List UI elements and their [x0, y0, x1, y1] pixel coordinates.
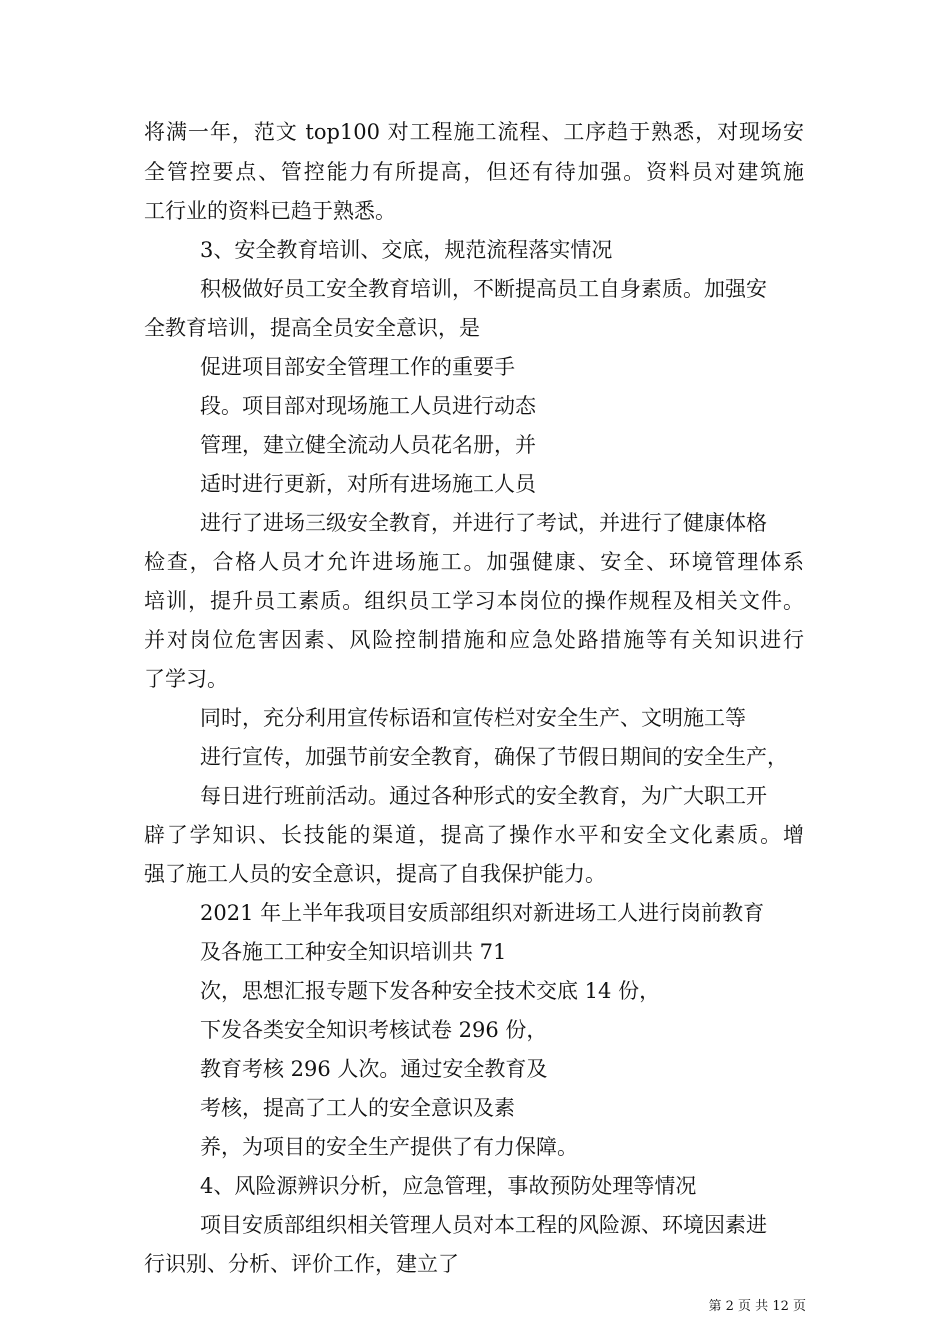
- body-line-27: 养，为项目的安全生产提供了有力保障。: [200, 1135, 578, 1159]
- body-line-21: 2021 年上半年我项目安质部组织对新进场工人进行岗前教育: [200, 901, 765, 925]
- body-line-8: 段。项目部对现场施工人员进行动态: [200, 394, 536, 418]
- body-line-23: 次，思想汇报专题下发各种安全技术交底 14 份，: [200, 979, 661, 1003]
- body-line-29: 项目安质部组织相关管理人员对本工程的风险源、环境因素进: [200, 1213, 767, 1237]
- body-line-15: 了学习。: [144, 667, 228, 691]
- body-line-1: 将满一年，范文 top100 对工程施工流程、工序趋于熟悉，对现场安: [144, 120, 804, 144]
- body-line-20: 强了施工人员的安全意识，提高了自我保护能力。: [144, 862, 606, 886]
- section-heading-4: 4、风险源辨识分析，应急管理，事故预防处理等情况: [200, 1174, 697, 1198]
- section-heading-3: 3、安全教育培训、交底，规范流程落实情况: [200, 238, 613, 262]
- body-line-13: 培训，提升员工素质。组织员工学习本岗位的操作规程及相关文件。: [144, 589, 804, 613]
- body-line-12: 检查，合格人员才允许进场施工。加强健康、安全、环境管理体系: [144, 550, 804, 574]
- body-line-6: 全教育培训，提高全员安全意识，是: [144, 316, 480, 340]
- body-line-5: 积极做好员工安全教育培训，不断提高员工自身素质。加强安: [200, 277, 767, 301]
- body-line-2: 全管控要点、管控能力有所提高，但还有待加强。资料员对建筑施: [144, 160, 804, 184]
- body-line-18: 每日进行班前活动。通过各种形式的安全教育，为广大职工开: [200, 784, 767, 808]
- body-line-7: 促进项目部安全管理工作的重要手: [200, 355, 515, 379]
- body-line-3: 工行业的资料已趋于熟悉。: [144, 199, 396, 223]
- body-line-14: 并对岗位危害因素、风险控制措施和应急处路措施等有关知识进行: [144, 628, 804, 652]
- body-line-19: 辟了学知识、长技能的渠道，提高了操作水平和安全文化素质。增: [144, 823, 804, 847]
- body-line-30: 行识别、分析、评价工作，建立了: [144, 1252, 459, 1276]
- body-line-25: 教育考核 296 人次。通过安全教育及: [200, 1057, 548, 1081]
- body-line-10: 适时进行更新，对所有进场施工人员: [200, 472, 536, 496]
- body-line-26: 考核，提高了工人的安全意识及素: [200, 1096, 515, 1120]
- body-line-9: 管理，建立健全流动人员花名册，并: [200, 433, 536, 457]
- body-line-24: 下发各类安全知识考核试卷 296 份，: [200, 1018, 548, 1042]
- body-line-16: 同时，充分利用宣传标语和宣传栏对安全生产、文明施工等: [200, 706, 746, 730]
- body-line-17: 进行宣传，加强节前安全教育，确保了节假日期间的安全生产，: [200, 745, 788, 769]
- page-number: 第 2 页 共 12 页: [708, 1299, 806, 1314]
- body-line-11: 进行了进场三级安全教育，并进行了考试，并进行了健康体格: [200, 511, 767, 535]
- body-line-22: 及各施工工种安全知识培训共 71: [200, 940, 507, 964]
